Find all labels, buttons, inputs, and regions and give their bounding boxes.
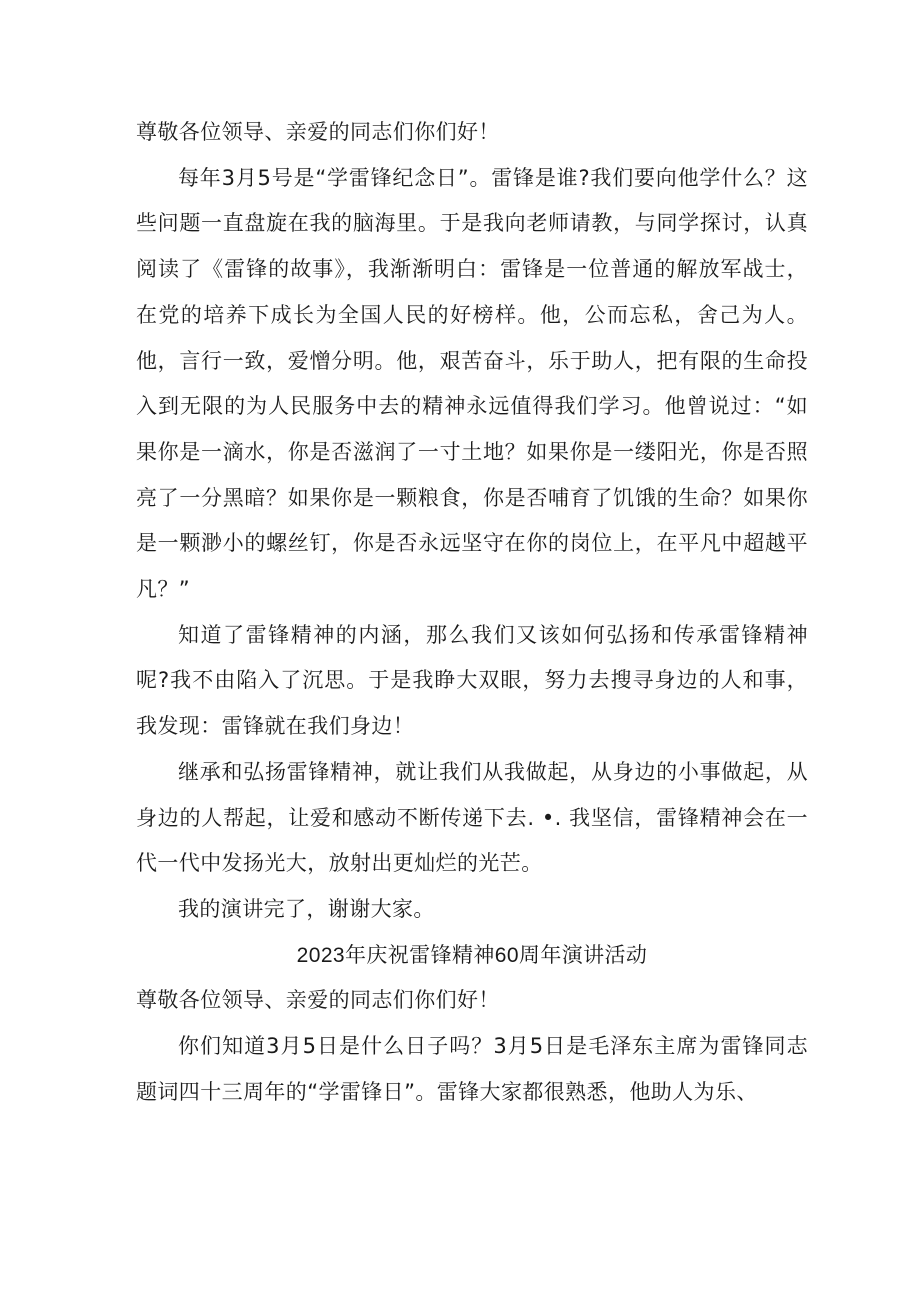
closing-paragraph: 我的演讲完了，谢谢大家。 [178,896,435,921]
body-paragraph: 你们知道3月5日是什么日子吗？3月5日是毛泽东主席为雷锋同志题词四十三周年的“学雷锋日”。雷锋大家都很熟悉，他助人为乐、 [136,1034,808,1104]
greeting-paragraph: 尊敬各位领导、亲爱的同志们你们好！ [136,988,500,1013]
greeting-paragraph: 尊敬各位领导、亲爱的同志们你们好！ [136,120,500,144]
section-title: 2023年庆祝雷锋精神60周年演讲活动 [296,943,648,967]
body-paragraph: 继承和弘扬雷锋精神，就让我们从我做起，从身边的小事做起，从身边的人帮起，让爱和感动不断传递下去. •. 我坚信，雷锋精神会在一代一代中发扬光大，放射出更灿烂的光芒。 [136,759,808,876]
document-body [136,110,808,1115]
body-paragraph: 知道了雷锋精神的内涵，那么我们又该如何弘扬和传承雷锋精神呢?我不由陷入了沉思。于是我睁大双眼，努力去搜寻身边的人和事，我发现：雷锋就在我们身边！ [136,622,808,739]
body-paragraph: 每年3月5号是“学雷锋纪念日”。雷锋是谁?我们要向他学什么？这些问题一直盘旋在我的脑海里。于是我向老师请教，与同学探讨，认真阅读了《雷锋的故事》，我渐渐明白：雷锋是一位普通的解放军战士，在党的培养下成长为全国人民的好榜样。他，公而忘私，舍己为人。他，言行一致，爱憎分明。他，艰苦奋斗，乐于助人，把有限的生命投入到无限的为人民服务中去的精神永远值得我们学习。他曾说过：“如果你是一滴水，你是否滋润了一寸土地？如果你是一缕阳光，你是否照亮了一分黑暗？如果你是一颗粮食，你是否哺育了饥饿的生命？如果你是一颗渺小的螺丝钉，你是否永远坚守在你的岗位上，在平凡中超越平凡？” [136,165,808,602]
